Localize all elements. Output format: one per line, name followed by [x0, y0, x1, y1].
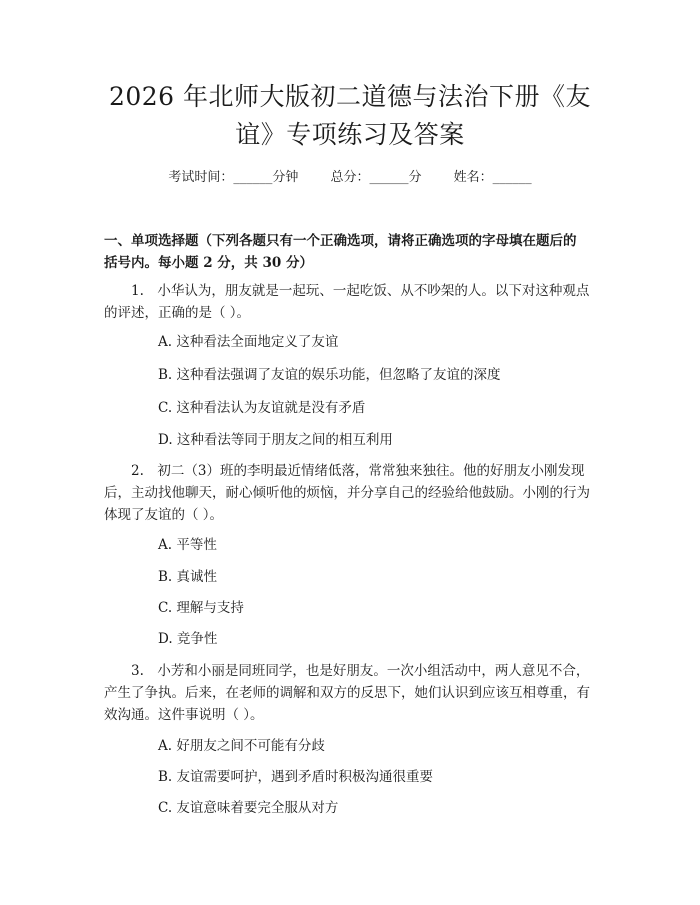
question-1-line-1: 1. 小华认为，朋友就是一起玩、一起吃饭、从不吵架的人。以下对这种观点 [131, 283, 590, 299]
question-1-option-c: C. 这种看法认为友谊就是没有矛盾 [158, 400, 366, 416]
question-2-option-b: B. 真诚性 [158, 569, 218, 585]
question-2-option-d: D. 竞争性 [158, 631, 218, 647]
question-1-line-2: 的评述，正确的是（ ）。 [104, 305, 251, 321]
section-heading-line-1: 一、单项选择题（下列各题只有一个正确选项，请将正确选项的字母填在题后的 [104, 233, 577, 249]
exam-time: 考试时间：______分钟 [168, 170, 299, 185]
question-1-option-d: D. 这种看法等同于朋友之间的相互利用 [158, 432, 393, 448]
question-2-line-1: 2. 初二（3）班的李明最近情绪低落，常常独来独往。他的好朋友小刚发现 [131, 463, 585, 479]
document-title [80, 78, 620, 154]
exam-info [0, 168, 700, 188]
student-name: 姓名：______ [453, 170, 532, 185]
question-3 [104, 660, 604, 726]
question-3-line-3: 效沟通。这件事说明（ ）。 [104, 707, 264, 723]
section-heading-line-2: 括号内。每小题 2 分，共 30 分） [104, 255, 313, 271]
total-score: 总分：______分 [330, 170, 422, 185]
question-2-option-a: A. 平等性 [158, 537, 217, 553]
title-line-2: 谊》专项练习及答案 [235, 120, 465, 149]
question-2 [104, 460, 604, 526]
question-3-option-c: C. 友谊意味着要完全服从对方 [158, 800, 339, 816]
section-heading [104, 230, 604, 274]
question-3-option-a: A. 好朋友之间不可能有分歧 [158, 738, 325, 754]
question-2-line-3: 体现了友谊的（ ）。 [104, 507, 224, 523]
question-1 [104, 280, 604, 324]
question-2-line-2: 后，主动找他聊天，耐心倾听他的烦恼，并分享自己的经验给他鼓励。小刚的行为 [104, 485, 590, 501]
question-3-option-b: B. 友谊需要呵护，遇到矛盾时积极沟通很重要 [158, 769, 434, 785]
question-3-line-2: 产生了争执。后来，在老师的调解和双方的反思下，她们认识到应该互相尊重，有 [104, 685, 590, 701]
question-1-option-a: A. 这种看法全面地定义了友谊 [158, 334, 339, 350]
question-1-option-b: B. 这种看法强调了友谊的娱乐功能，但忽略了友谊的深度 [158, 367, 501, 383]
question-3-line-1: 3. 小芳和小丽是同班同学，也是好朋友。一次小组活动中，两人意见不合， [131, 663, 590, 679]
title-line-1: 2026 年北师大版初二道德与法治下册《友 [108, 82, 592, 111]
question-2-option-c: C. 理解与支持 [158, 600, 244, 616]
